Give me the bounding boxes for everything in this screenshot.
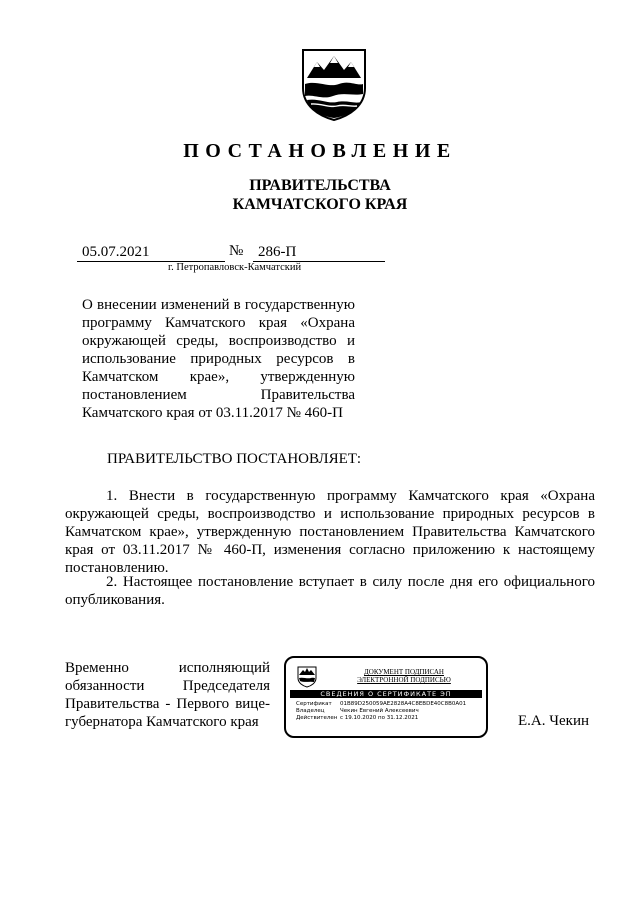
validity-label: Действителен bbox=[296, 715, 338, 721]
signer-position-line-1: Временно исполняющий bbox=[65, 660, 270, 676]
stamp-heading-line-2: ЭЛЕКТРОННОЙ ПОДПИСЬЮ bbox=[357, 676, 451, 684]
kamchatka-emblem-small-icon bbox=[295, 666, 319, 688]
place-of-issue: г. Петропавловск-Камчатский bbox=[168, 262, 302, 273]
validity-row bbox=[296, 715, 482, 722]
certificate-label: Сертификат bbox=[296, 701, 332, 707]
authority-line-1: ПРАВИТЕЛЬСТВА bbox=[249, 177, 391, 194]
owner-value: Чекин Евгений Алексеевич bbox=[340, 708, 419, 714]
certificate-info-title: СВЕДЕНИЯ О СЕРТИФИКАТЕ ЭП bbox=[320, 690, 452, 698]
paragraph-2: 2. Настоящее постановление вступает в силу после дня его официального опубликования. bbox=[65, 574, 595, 608]
stamp-heading-line-1: ДОКУМЕНТ ПОДПИСАН bbox=[364, 668, 444, 676]
authority-line-2: КАМЧАТСКОГО КРАЯ bbox=[232, 196, 408, 213]
document-subject: О внесении изменений в государственную программу Камчатского края «Охрана окружающей среды, воспроизводство и использование природных ресурсов в Камчатском крае», утвержденную постановлением Правительства Камчатского края от 03.11.2017 № 460-П bbox=[82, 297, 355, 421]
certificate-info-bar bbox=[290, 690, 482, 698]
signer-position-line-2: обязанности Председателя bbox=[65, 678, 270, 694]
owner-row bbox=[296, 708, 482, 715]
signer-position-line-4: губернатора Камчатского края bbox=[65, 714, 259, 730]
document-number: 286-П bbox=[253, 243, 385, 262]
document-title: ПОСТАНОВЛЕНИЕ bbox=[183, 140, 457, 162]
owner-label: Владелец bbox=[296, 708, 325, 714]
number-sign: № bbox=[229, 243, 244, 259]
document-date: 05.07.2021 bbox=[77, 243, 225, 262]
kamchatka-coat-of-arms-icon bbox=[293, 48, 375, 122]
signer-position bbox=[65, 659, 270, 731]
electronic-signature-stamp bbox=[284, 656, 488, 738]
signer-position-line-3: Правительства - Первого вице- bbox=[65, 696, 270, 712]
certificate-row bbox=[296, 701, 482, 708]
certificate-value: 01B89D250059AE2828A4C8EBDE40C8B0A01 bbox=[340, 701, 467, 707]
validity-value: с 19.10.2020 по 31.12.2021 bbox=[340, 715, 419, 721]
decree-phrase: ПРАВИТЕЛЬСТВО ПОСТАНОВЛЯЕТ: bbox=[107, 451, 362, 467]
paragraph-1: 1. Внести в государственную программу Камчатского края «Охрана окружающей среды, воспроизводство и использование природных ресурсов в Камчатском крае», утвержденную постановлением Правительства Камчатского края от 03.11.2017 № 460-П, изменения согласно приложению к настоящему постановлению. bbox=[65, 488, 595, 576]
signer-name: Е.А. Чекин bbox=[518, 713, 589, 729]
stamp-heading bbox=[324, 668, 484, 684]
issuing-authority bbox=[0, 176, 640, 214]
